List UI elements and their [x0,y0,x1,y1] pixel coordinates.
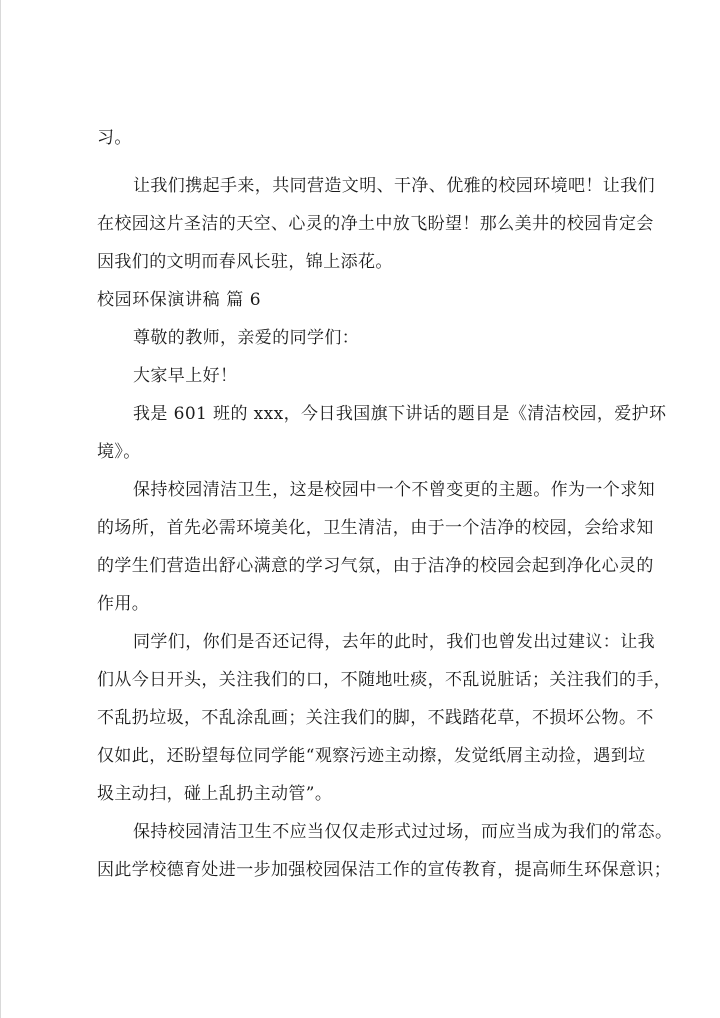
text-line: 圾主动扫，碰上乱扔主动管”。 [97,784,333,804]
text-line: 习。 [97,128,132,148]
paragraph-line: 让我们携起手来，共同营造文明、干净、优雅的校园环境吧！让我们 [133,176,655,196]
paragraph-line: 我是 601 班的 xxx，今日我国旗下讲话的题目是《清洁校园，爱护环 [133,404,667,424]
section-heading: 校园环保演讲稿 篇 6 [97,290,262,310]
text-line: 因此学校德育处进一步加强校园保洁工作的宣传教育，提高师生环保意识； [97,860,672,880]
greeting: 大家早上好！ [133,366,238,386]
paragraph-line: 保持校园清洁卫生不应当仅仅走形式过过场，而应当成为我们的常态。 [133,822,673,842]
paragraph-line: 同学们，你们是否还记得，去年的此时，我们也曾发出过建议：让我 [133,632,655,652]
text-line: 的场所，首先必需环境美化，卫生清洁，由于一个洁净的校园，会给求知 [97,518,654,538]
text-line: 在校园这片圣洁的天空、心灵的净土中放飞盼望！那么美井的校园肯定会 [97,214,654,234]
paragraph-line: 保持校园清洁卫生，这是校园中一个不曾变更的主题。作为一个求知 [133,480,655,500]
text-line: 的学生们营造出舒心满意的学习气氛，由于洁净的校园会起到净化心灵的 [97,556,654,576]
salutation: 尊敬的教师，亲爱的同学们： [133,328,360,348]
text-line: 境》。 [97,442,141,462]
text-line: 不乱扔垃圾，不乱涂乱画；关注我们的脚，不践踏花草，不损坏公物。不 [97,708,654,728]
text-line: 们从今日开头，关注我们的口，不随地吐痰，不乱说脏话；关注我们的手， [97,670,672,690]
text-line: 作用。 [97,594,150,614]
text-line: 仅如此，还盼望每位同学能“观察污迹主动擦，发觉纸屑主动捡，遇到垃 [97,746,646,766]
text-line: 因我们的文明而春风长驻，锦上添花。 [97,252,393,272]
